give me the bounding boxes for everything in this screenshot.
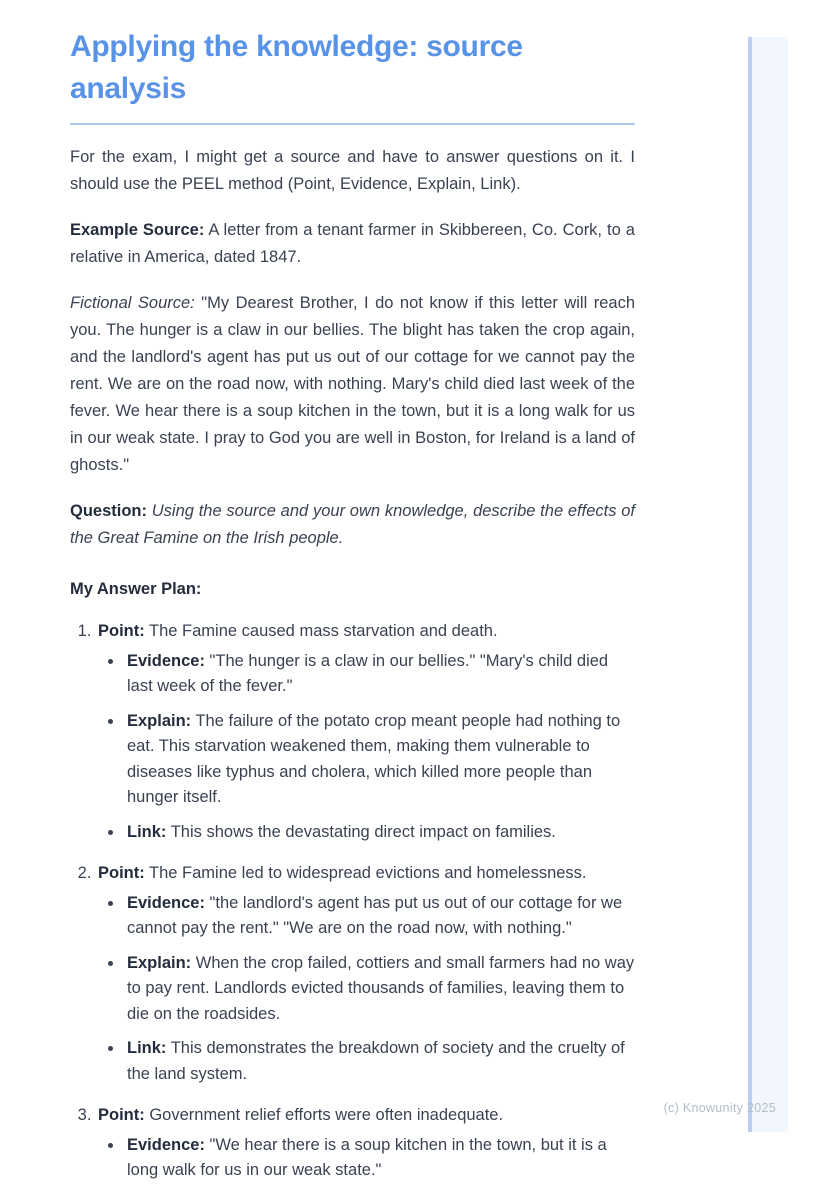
plan-point-item: 1. Point: The Famine caused mass starvation and death. • Evidence: "The hunger is a claw in our bellies." "Mary's child died last week of the fever." • Explain: The failure of the potato crop meant people had nothing to eat. This starvation weakened them, making them vulnerable to diseases like typhus and cholera, which killed more people than hunger itself. • Link: This shows the devastating direct impact on families. — [96, 619, 635, 845]
answer-plan-list — [70, 619, 635, 1184]
question-paragraph — [70, 498, 635, 552]
example-source-paragraph — [70, 217, 635, 271]
plan-bullet-item: • Evidence: "the landlord's agent has put us out of our cottage for we cannot pay the rent." "We are on the road now, with nothing." — [124, 891, 635, 942]
plan-bullet-label: Link: — [127, 822, 167, 841]
question-text: Using the source and your own knowledge, describe the effects of the Great Famine on the Irish people. — [70, 502, 635, 547]
intro-text: For the exam, I might get a source and have to answer questions on it. I should use the PEEL method (Point, Evidence, Explain, Link). — [70, 148, 635, 193]
plan-point-item: 3. Point: Government relief efforts were often inadequate. • Evidence: "We hear there is a soup kitchen in the town, but it is a long walk for us in our weak state." — [96, 1103, 635, 1184]
document-page — [70, 26, 635, 1184]
intro-paragraph — [70, 144, 635, 198]
plan-bullet-item: • Link: This shows the devastating direct impact on families. — [124, 820, 635, 846]
answer-plan-heading: My Answer Plan: — [70, 580, 202, 598]
plan-bullet-label: Explain: — [127, 953, 192, 972]
plan-bullet-item: • Explain: When the crop failed, cottiers and small farmers had no way to pay rent. Landlords evicted thousands of families, leaving them to die on the roadsides. — [124, 951, 635, 1028]
plan-point-sublist — [98, 891, 635, 1088]
plan-bullet-item: • Evidence: "We hear there is a soup kitchen in the town, but it is a long walk for us in our weak state." — [124, 1133, 635, 1184]
plan-point-label: Point: — [98, 1106, 145, 1124]
plan-point-sublist — [98, 649, 635, 846]
plan-point-label: Point: — [98, 622, 145, 640]
page-title: Applying the knowledge: source analysis — [70, 26, 635, 125]
plan-point-item: 2. Point: The Famine led to widespread evictions and homelessness. • Evidence: "the landlord's agent has put us out of our cottage for we cannot pay the rent." "We are on the road now, with nothing." • Explain: When the crop failed, cottiers and small farmers had no way to pay rent. Landlords evicted thousands of families, leaving them to die on the roadsides. • Link: This demonstrates the breakdown of society and the cruelty of the land system. — [96, 861, 635, 1087]
fictional-source-label: Fictional Source: — [70, 294, 195, 312]
plan-bullet-item: • Evidence: "The hunger is a claw in our bellies." "Mary's child died last week of the fever." — [124, 649, 635, 700]
question-label: Question: — [70, 502, 147, 520]
fictional-source-paragraph — [70, 290, 635, 479]
plan-point-label: Point: — [98, 864, 145, 882]
page-edge-panel — [752, 37, 788, 1132]
page-edge-line — [748, 37, 752, 1132]
plan-bullet-label: Evidence: — [127, 651, 205, 670]
plan-bullet-item: • Link: This demonstrates the breakdown of society and the cruelty of the land system. — [124, 1036, 635, 1087]
plan-bullet-label: Evidence: — [127, 1135, 205, 1154]
example-source-text: A letter from a tenant farmer in Skibbereen, Co. Cork, to a relative in America, dated 1847. — [70, 221, 635, 266]
footer-copyright: (c) Knowunity 2025 — [663, 1101, 776, 1115]
plan-bullet-label: Link: — [127, 1039, 167, 1057]
plan-bullet-label: Explain: — [127, 711, 192, 730]
example-source-label: Example Source: — [70, 221, 205, 239]
plan-point-sublist — [98, 1133, 635, 1184]
plan-bullet-item: • Explain: The failure of the potato crop meant people had nothing to eat. This starvation weakened them, making them vulnerable to diseases like typhus and cholera, which killed more people than hunger itself. — [124, 709, 635, 811]
plan-bullet-label: Evidence: — [127, 893, 205, 912]
fictional-source-text: "My Dearest Brother, I do not know if this letter will reach you. The hunger is a claw in our bellies. The blight has taken the crop again, and the landlord's agent has put us out of our cottage for we cannot pay the rent. We are on the road now, with nothing. Mary's child died last week of the fever. We hear there is a soup kitchen in the town, but it is a long walk for us in our weak state. I pray to God you are well in Boston, for Ireland is a land of ghosts." — [70, 294, 635, 474]
